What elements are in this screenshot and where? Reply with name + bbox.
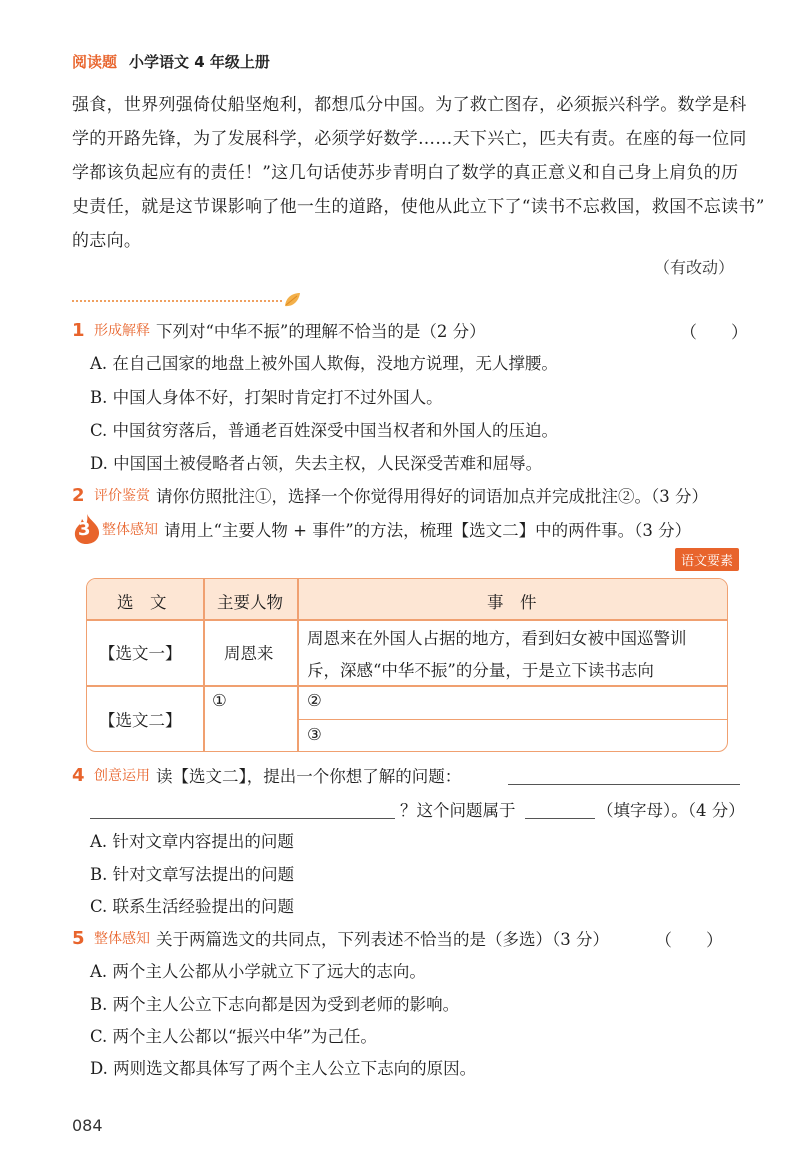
option-c: C. 中国贫穷落后，普通老百姓深受中国当权者和外国人的压迫。 [90,421,559,440]
table-header-row [87,579,727,619]
option-a: A. 两个主人公都从小学就立下了远大的志向。 [90,962,426,981]
question-2 [72,483,708,507]
adaptation-note: （有改动） [653,258,734,277]
key-element-badge: 语文要素 [675,548,739,571]
option-a: A. 在自己国家的地盘上被外国人欺侮，没地方说理，无人撑腰。 [90,354,558,373]
option-c: C. 联系生活经验提出的问题 [90,897,295,916]
table-divider [298,719,727,720]
row1-event-line2: 斥，深感“中华不振”的分量，于是立下读书志向 [307,661,654,680]
passage-line: 强食，世界列强倚仗船坚炮利，都想瓜分中国。为了救亡图存，必须振兴科学。数学是科 [72,95,747,115]
answer-line-question[interactable] [508,784,740,785]
question-tag: 创意运用 [94,768,150,784]
answer-line-question-cont[interactable] [90,818,395,819]
table-header-selection: 选 文 [117,593,167,612]
question-tag: 整体感知 [102,522,158,538]
table-header-event: 事 件 [487,593,537,612]
question-number: 5 [72,927,85,949]
question-text: 请用上“主要人物 + 事件”的方法，梳理【选文二】中的两件事。（3 分） [164,521,692,540]
table-divider [87,619,727,621]
option-b: B. 两个主人公立下志向都是因为受到老师的影响。 [90,995,460,1014]
table-divider [203,579,205,751]
question-5 [72,926,609,950]
question-3 [72,517,691,541]
row1-person: 周恩来 [224,644,274,663]
passage-line: 史责任，就是这节课影响了他一生的道路，使他从此立下了“读书不忘救国，救国不忘读书” [72,197,765,217]
row2-event-blank-b[interactable]: ③ [307,725,322,744]
question-tag: 评价鉴赏 [94,488,150,504]
question-4-tail: （填字母）。（4 分） [597,801,745,820]
question-number: 4 [72,764,85,786]
leaf-icon [282,290,302,310]
option-c: C. 两个主人公都以“振兴中华”为己任。 [90,1027,377,1046]
passage-line: 的志向。 [72,231,142,251]
book-title: 小学语文 4 年级上册 [129,53,270,71]
row1-selection: 【选文一】 [99,644,182,663]
answer-parentheses[interactable]: （ ） [680,323,748,343]
question-number: 1 [72,319,85,341]
question-4 [72,763,461,787]
passage-line: 学都该负起应有的责任！”这几句话使苏步青明白了数学的真正意义和自己身上肩负的历 [72,163,739,183]
row2-person-blank[interactable]: ① [212,691,227,710]
question-tag: 整体感知 [94,931,150,947]
option-b: B. 中国人身体不好，打架时肯定打不过外国人。 [90,388,443,407]
question-text: 请你仿照批注①，选择一个你觉得用得好的词语加点并完成批注②。（3 分） [156,487,708,506]
question-tag: 形成解释 [94,323,150,339]
page-number: 084 [72,1116,103,1135]
table-divider [87,685,727,687]
table-header-person: 主要人物 [217,593,283,612]
section-tag: 阅读题 [72,53,118,71]
question-text: 读【选文二】，提出一个你想了解的问题： [156,767,462,786]
question-number: 3 [78,518,91,540]
option-d: D. 中国国土被侵略者占领，失去主权，人民深受苦难和屈辱。 [90,454,543,473]
question-text: 下列对“中华不振”的理解不恰当的是（2 分） [156,322,486,341]
answer-line-letter[interactable] [525,818,595,819]
option-a: A. 针对文章内容提出的问题 [90,832,294,851]
dotted-divider [72,300,282,302]
summary-table [86,578,728,752]
answer-parentheses[interactable]: （ ） [655,931,723,951]
option-b: B. 针对文章写法提出的问题 [90,865,295,884]
table-divider [297,579,299,751]
question-4-text-2: ？这个问题属于 [400,801,516,820]
question-text: 关于两篇选文的共同点，下列表述不恰当的是（多选）（3 分） [156,930,609,949]
question-4-line2 [400,797,516,821]
passage-line: 学的开路先锋，为了发展科学，必须学好数学……天下兴亡，匹夫有责。在座的每一位同 [72,129,747,149]
question-number: 2 [72,484,85,506]
row1-event-line1: 周恩来在外国人占据的地方，看到妇女被中国巡警训 [307,629,687,648]
row2-event-blank-a[interactable]: ② [307,691,322,710]
row2-selection: 【选文二】 [99,711,182,730]
option-d: D. 两则选文都具体写了两个主人公立下志向的原因。 [90,1059,477,1078]
question-1 [72,318,486,342]
